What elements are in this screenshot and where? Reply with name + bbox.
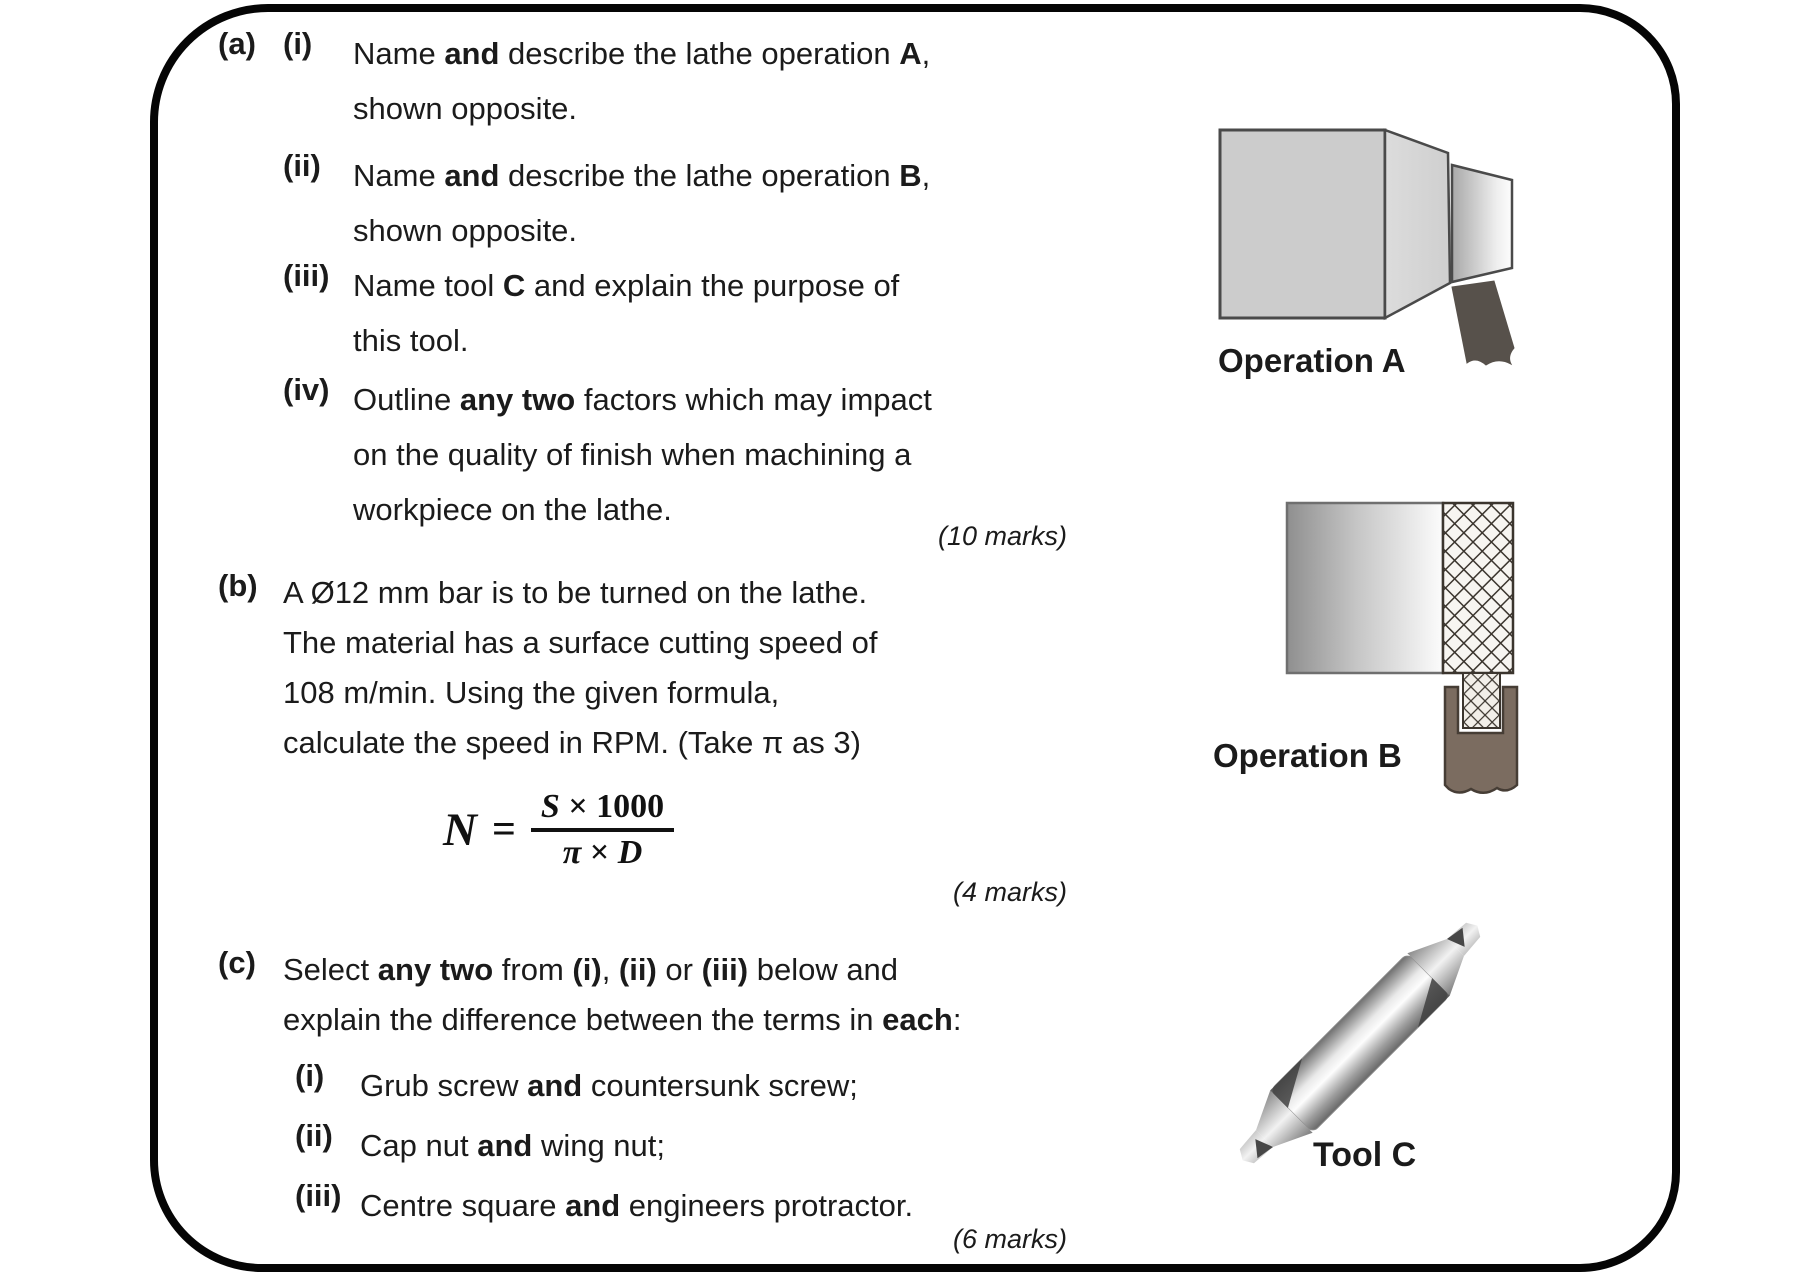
drill-body bbox=[1270, 953, 1450, 1133]
formula-numerator bbox=[531, 788, 674, 826]
text-segment: , bbox=[601, 952, 619, 987]
text-segment: workpiece on the lathe. bbox=[353, 492, 672, 527]
text-segment: wing nut; bbox=[532, 1128, 666, 1163]
question-a-item-iii bbox=[283, 258, 899, 368]
knurled-section bbox=[1443, 503, 1513, 673]
workpiece-body bbox=[1220, 130, 1385, 318]
text-line bbox=[353, 258, 899, 313]
question-b-text bbox=[283, 568, 878, 768]
text-segment: engineers protractor. bbox=[620, 1188, 914, 1223]
text-segment: describe the lathe operation bbox=[499, 36, 900, 71]
c-item-ii-text bbox=[360, 1118, 665, 1173]
text-segment: any two bbox=[377, 952, 494, 987]
question-a-item-ii bbox=[283, 148, 930, 258]
operation-a-caption: Operation A bbox=[1218, 342, 1406, 379]
text-segment: calculate the speed in RPM. (Take π as 3) bbox=[283, 725, 861, 760]
text-segment: and bbox=[527, 1068, 583, 1103]
text-segment: shown opposite. bbox=[353, 213, 578, 248]
text-segment: Name bbox=[353, 158, 445, 193]
text-line bbox=[353, 203, 930, 258]
c-item-i-label: (i) bbox=[295, 1058, 325, 1093]
question-a-label: (a) bbox=[218, 26, 256, 61]
text-segment: and bbox=[565, 1188, 621, 1223]
fraction-bar bbox=[531, 828, 674, 832]
text-segment: The material has a surface cutting speed of bbox=[283, 625, 878, 660]
text-segment: Cap nut bbox=[360, 1128, 478, 1163]
workpiece-turned-end bbox=[1452, 165, 1512, 282]
question-c-item-ii bbox=[295, 1118, 665, 1173]
text-line bbox=[360, 1058, 858, 1113]
text-segment: shown opposite. bbox=[353, 91, 578, 126]
text-segment: Select bbox=[283, 952, 378, 987]
formula-equals: = bbox=[491, 807, 516, 853]
question-a-item-iv bbox=[283, 372, 932, 537]
item-i-label: (i) bbox=[283, 26, 313, 61]
text-segment: and bbox=[444, 36, 500, 71]
c-item-i-text bbox=[360, 1058, 858, 1113]
text-segment: countersunk screw; bbox=[582, 1068, 858, 1103]
text-line bbox=[283, 568, 878, 618]
text-segment: × 1000 bbox=[559, 788, 665, 825]
text-segment: or bbox=[656, 952, 702, 987]
text-line bbox=[353, 427, 932, 482]
text-segment: D bbox=[617, 834, 643, 871]
formula-lhs bbox=[443, 803, 477, 857]
marks-c: (6 marks) bbox=[953, 1224, 1067, 1254]
text-segment: N bbox=[443, 804, 477, 856]
question-a-item-i bbox=[283, 26, 930, 136]
text-segment: factors which may impact bbox=[575, 382, 932, 417]
text-segment: × bbox=[581, 834, 618, 871]
item-iv-label: (iv) bbox=[283, 372, 330, 407]
text-segment: B bbox=[899, 158, 922, 193]
text-line bbox=[360, 1118, 665, 1173]
formula-denominator bbox=[553, 834, 653, 872]
question-b-label: (b) bbox=[218, 568, 258, 603]
text-line bbox=[353, 26, 930, 81]
operation-a-figure bbox=[1210, 120, 1530, 380]
item-iii-text bbox=[353, 258, 899, 368]
question-c-label: (c) bbox=[218, 945, 256, 980]
text-segment: Grub screw bbox=[360, 1068, 528, 1103]
text-segment: this tool. bbox=[353, 323, 469, 358]
item-ii-label: (ii) bbox=[283, 148, 321, 183]
text-segment: describe the lathe operation bbox=[499, 158, 900, 193]
text-segment: from bbox=[493, 952, 573, 987]
text-segment: (ii) bbox=[618, 952, 657, 987]
text-segment: (i) bbox=[572, 952, 602, 987]
text-line bbox=[353, 313, 899, 368]
text-segment: 108 m/min. Using the given formula, bbox=[283, 675, 780, 710]
c-item-iii-label: (iii) bbox=[295, 1178, 342, 1213]
text-segment: and bbox=[444, 158, 500, 193]
workpiece-b-body bbox=[1287, 503, 1443, 673]
text-line bbox=[353, 148, 930, 203]
c-item-ii-label: (ii) bbox=[295, 1118, 333, 1153]
text-line bbox=[283, 718, 878, 768]
text-segment: Centre square bbox=[360, 1188, 566, 1223]
tool-c-caption: Tool C bbox=[1313, 1136, 1417, 1174]
question-c-item-i bbox=[295, 1058, 858, 1113]
text-segment: π bbox=[562, 834, 582, 871]
text-segment: and explain the purpose of bbox=[525, 268, 900, 303]
text-segment: on the quality of finish when machining a bbox=[353, 437, 912, 472]
text-segment: Name tool bbox=[353, 268, 503, 303]
marks-b: (4 marks) bbox=[953, 877, 1067, 907]
text-segment: A bbox=[899, 36, 922, 71]
text-segment: , bbox=[921, 158, 931, 193]
text-segment: (iii) bbox=[701, 952, 749, 987]
text-segment: C bbox=[502, 268, 526, 303]
text-line bbox=[283, 618, 878, 668]
text-segment: Outline bbox=[353, 382, 460, 417]
rpm-formula bbox=[443, 782, 674, 878]
workpiece-taper-face bbox=[1385, 130, 1450, 318]
text-segment: S bbox=[540, 788, 560, 825]
item-iii-label: (iii) bbox=[283, 258, 330, 293]
operation-b-caption: Operation B bbox=[1213, 737, 1402, 774]
text-segment: each bbox=[882, 1002, 953, 1037]
text-segment: any two bbox=[459, 382, 576, 417]
text-segment: : bbox=[952, 1002, 962, 1037]
text-line bbox=[353, 372, 932, 427]
text-segment: and bbox=[477, 1128, 533, 1163]
item-ii-text bbox=[353, 148, 930, 258]
text-segment: Name bbox=[353, 36, 445, 71]
text-line bbox=[283, 945, 961, 995]
text-segment: below and bbox=[748, 952, 899, 987]
cutting-tool-a bbox=[1452, 281, 1514, 365]
item-i-text bbox=[353, 26, 930, 136]
text-segment: explain the difference between the terms in bbox=[283, 1002, 883, 1037]
knurling-wheel bbox=[1463, 673, 1500, 728]
question-c-text bbox=[283, 945, 961, 1045]
marks-a: (10 marks) bbox=[937, 521, 1067, 551]
formula-fraction bbox=[531, 788, 674, 872]
text-line bbox=[283, 995, 961, 1045]
text-line bbox=[283, 668, 878, 718]
item-iv-text bbox=[353, 372, 932, 537]
text-segment: , bbox=[921, 36, 931, 71]
text-segment: A Ø12 mm bar is to be turned on the lathe. bbox=[283, 575, 868, 610]
text-line bbox=[353, 81, 930, 136]
